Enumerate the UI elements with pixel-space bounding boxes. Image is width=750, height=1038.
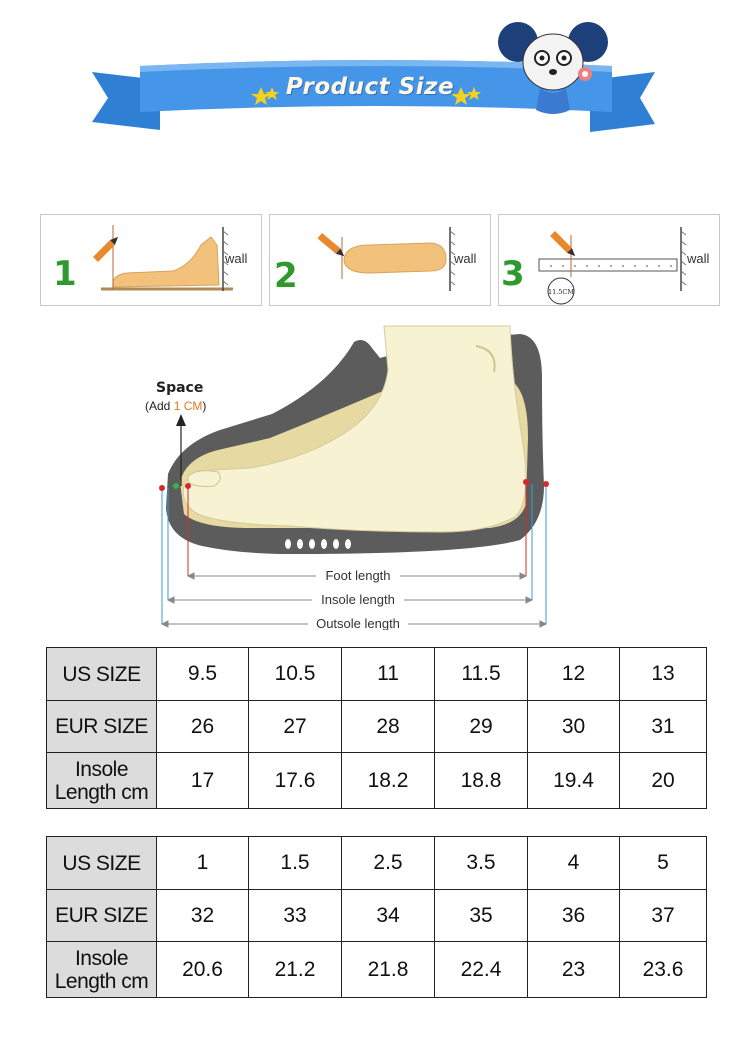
table-cell: 11 [342,648,435,701]
insole-length-label: Insole length [321,592,395,607]
banner-title: Product Size [285,74,455,100]
table-cell: 35 [435,890,528,942]
table-cell: 12 [528,648,620,701]
table-row-insole-length [47,753,707,809]
pencil-icon [93,234,121,262]
table-cell: 9.5 [157,648,249,701]
table-cell: 13 [620,648,707,701]
space-label: Space [156,380,204,396]
table-row-us-size [47,648,707,701]
table-cell: 36 [528,890,620,942]
table-cell: 33 [249,890,342,942]
row-header-us-size: US SIZE [47,837,157,890]
table-cell: 10.5 [249,648,342,701]
wall-label-1: wall [225,251,248,266]
step-3-panel [498,214,720,306]
table-cell: 28 [342,701,435,753]
table-cell: 1.5 [249,837,342,890]
row-header-eur-size: EUR SIZE [47,890,157,942]
table-cell: 17.6 [249,753,342,809]
table-cell: 1 [157,837,249,890]
size-chart-table-1 [46,647,707,809]
table-cell: 21.8 [342,942,435,998]
table-cell: 3.5 [435,837,528,890]
outsole-length-label: Outsole length [316,616,400,630]
table-cell: 30 [528,701,620,753]
table-cell: 20.6 [157,942,249,998]
table-cell: 18.2 [342,753,435,809]
table-cell: 31 [620,701,707,753]
table-cell: 29 [435,701,528,753]
measurement-steps [40,214,720,306]
step-number-1: 1 [53,254,77,294]
row-header-insole-length: Insole Length cm [47,753,157,809]
svg-text:11.5CM: 11.5CM [547,288,575,296]
table-row-eur-size [47,890,707,942]
table-cell: 20 [620,753,707,809]
step-1-panel [40,214,262,306]
table-row-insole-length [47,942,707,998]
table-cell: 17 [157,753,249,809]
foot-measurement-diagram [140,318,580,630]
table-cell: 27 [249,701,342,753]
table-cell: 26 [157,701,249,753]
table-cell: 18.8 [435,753,528,809]
wall-label-3: wall [687,251,710,266]
row-header-insole-length: Insole Length cm [47,942,157,998]
table-cell: 11.5 [435,648,528,701]
table-cell: 23 [528,942,620,998]
foot-length-label: Foot length [325,568,391,583]
table-cell: 19.4 [528,753,620,809]
table-cell: 34 [342,890,435,942]
step-number-3: 3 [501,254,525,294]
step-number-2: 2 [274,256,298,296]
size-chart-table-2 [46,836,707,998]
arrow-up-icon [176,414,186,426]
product-size-banner [0,0,750,150]
pencil-icon [550,231,578,259]
row-header-us-size: US SIZE [47,648,157,701]
table-cell: 37 [620,890,707,942]
ruler-icon [539,259,677,271]
table-row-us-size [47,837,707,890]
table-cell: 4 [528,837,620,890]
table-cell: 23.6 [620,942,707,998]
table-cell: 5 [620,837,707,890]
table-row-eur-size [47,701,707,753]
table-cell: 21.2 [249,942,342,998]
table-cell: 22.4 [435,942,528,998]
add-space-label: (Add 1 CM) [145,399,207,413]
row-header-eur-size: EUR SIZE [47,701,157,753]
step-3-illustration [499,215,719,305]
table-cell: 32 [157,890,249,942]
table-cell: 2.5 [342,837,435,890]
wall-label-2: wall [454,251,477,266]
step-2-panel [269,214,491,306]
